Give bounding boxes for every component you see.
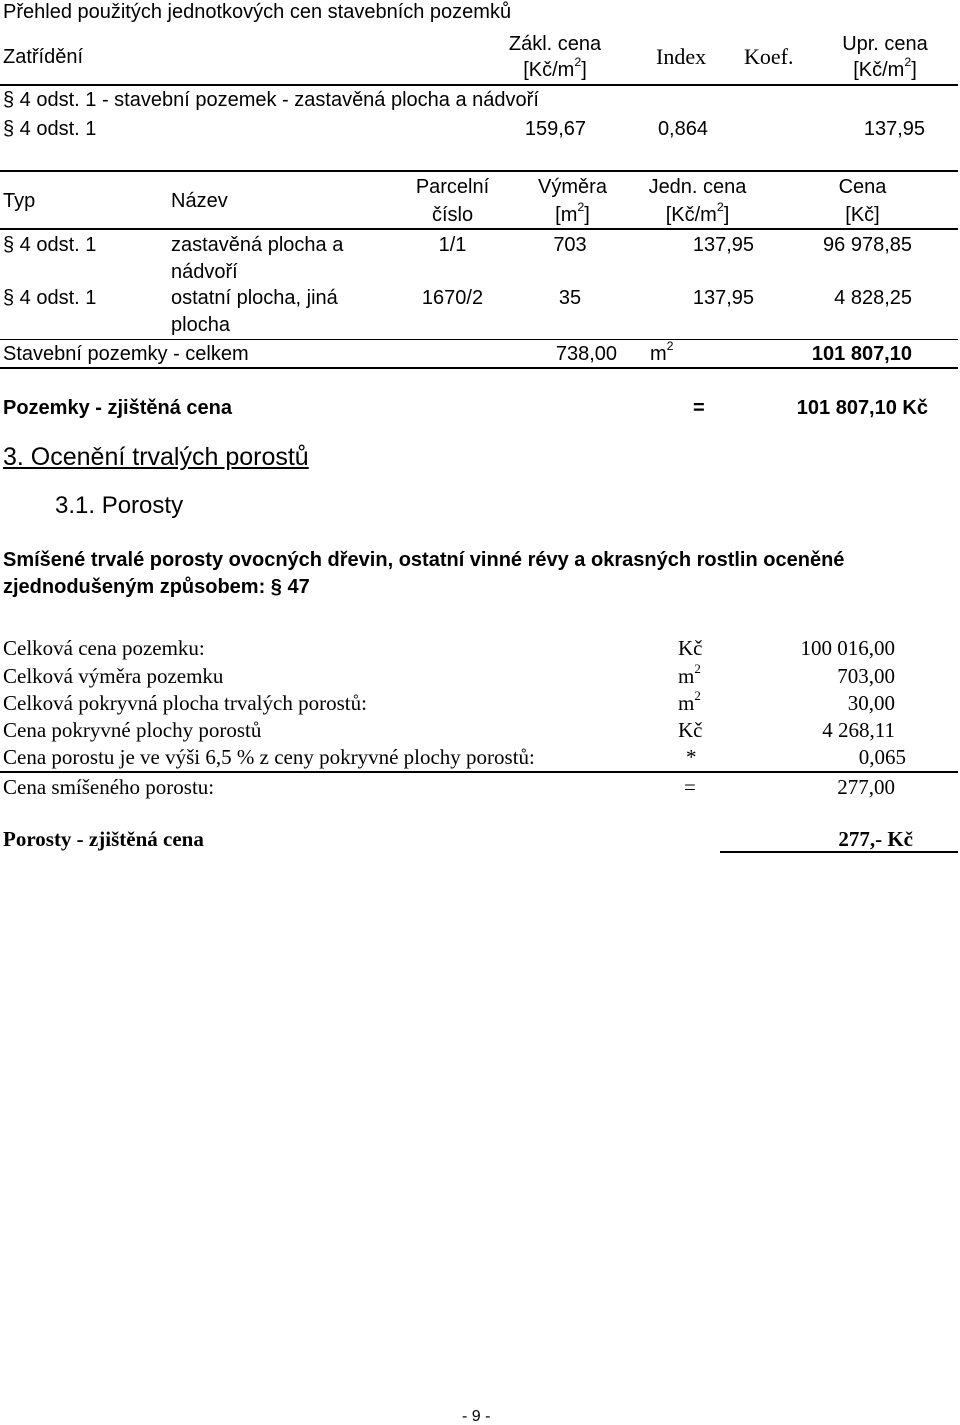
calc-value: 0,065 xyxy=(858,745,906,769)
table-row-unit-price: 137,95 xyxy=(692,234,754,256)
table-row-price: 4 828,25 xyxy=(834,287,912,309)
total-area-unit: $m^2$ xyxy=(650,339,674,365)
header-type: Typ xyxy=(3,190,36,212)
mixed-result-label: Cena smíšeného porostu: xyxy=(3,775,215,799)
header-parcel-number: Parcelní číslo xyxy=(415,176,490,226)
total-label: Stavební pozemky - celkem xyxy=(3,343,249,365)
header-classification: Zatřídění xyxy=(3,46,84,68)
total-price: 101 807,10 xyxy=(811,343,912,365)
page-title: Přehled použitých jednotkových cen stavebních pozemků xyxy=(3,1,512,23)
parcels-total-rule xyxy=(0,339,958,340)
header-coef: Koef. xyxy=(744,44,794,69)
land-result-equals: = xyxy=(693,397,705,419)
calc-label: Celková cena pozemku: xyxy=(3,636,205,660)
table-row-name-cont: plocha xyxy=(171,314,230,336)
calc-unit: $m^2$ xyxy=(678,661,701,688)
vegetation-result-underline xyxy=(720,851,958,853)
vegetation-description-cont: zjednodušeným způsobem: § 47 xyxy=(3,576,310,598)
calc-value: 4 268,11 xyxy=(822,718,895,742)
table-row-name-cont: nádvoří xyxy=(171,261,238,283)
header-area: Výměra $[m^2]$ xyxy=(538,176,607,226)
unit-price-row-base: 159,67 xyxy=(524,118,586,140)
calc-label: Cena pokryvné plochy porostů xyxy=(3,718,262,742)
parcels-header-rule xyxy=(0,228,958,230)
vegetation-result-label: Porosty - zjištěná cena xyxy=(3,827,204,851)
header-unit-price: Jedn. cena $[Kč/m^2]$ xyxy=(648,176,747,226)
mixed-result-equals: = xyxy=(684,775,696,799)
calc-value: 703,00 xyxy=(837,664,895,688)
calc-label: Cena porostu je ve výši 6,5 % z ceny pokryvné plochy porostů: xyxy=(3,745,535,769)
calc-unit: $m^2$ xyxy=(678,688,701,715)
header-index: Index xyxy=(656,44,707,69)
parcels-bottom-rule xyxy=(0,367,958,369)
calc-unit: * xyxy=(686,745,697,769)
calc-value: 30,00 xyxy=(847,691,895,715)
calc-unit: Kč xyxy=(678,718,703,742)
section-heading: 3. Ocenění trvalých porostů xyxy=(3,443,309,471)
unit-price-row-classification: § 4 odst. 1 xyxy=(3,118,97,140)
table-row-parcel-number: 1670/2 xyxy=(421,287,484,309)
page-number: - 9 - xyxy=(462,1408,491,1425)
table-row-name: zastavěná plocha a xyxy=(171,234,344,256)
table-row-type: § 4 odst. 1 xyxy=(3,287,97,309)
header-price: Cena [Kč] xyxy=(838,176,887,226)
table-row-area: 35 xyxy=(558,287,582,309)
table-row-parcel-number: 1/1 xyxy=(438,234,467,256)
unit-price-row-adjusted: 137,95 xyxy=(863,118,925,140)
table-row-price: 96 978,85 xyxy=(823,234,912,256)
land-result-value: 101 807,10 Kč xyxy=(796,397,928,419)
table-row-name: ostatní plocha, jiná xyxy=(171,287,338,309)
vegetation-result-value: 277,- Kč xyxy=(838,827,913,851)
unit-price-row-index: 0,864 xyxy=(657,118,708,140)
mixed-result-value: 277,00 xyxy=(837,775,895,799)
header-base-price: Zákl. cena $[Kč/m^2]$ xyxy=(508,33,602,81)
header-adjusted-price: Upr. cena $[Kč/m^2]$ xyxy=(842,33,928,81)
land-result-label: Pozemky - zjištěná cena xyxy=(3,397,232,419)
calc-rule xyxy=(0,771,958,773)
table-row-unit-price: 137,95 xyxy=(692,287,754,309)
calc-unit: Kč xyxy=(678,636,703,660)
table-row-area: 703 xyxy=(553,234,587,256)
vegetation-description: Smíšené trvalé porosty ovocných dřevin, ostatní vinné révy a okrasných rostlin oceněné xyxy=(3,549,845,571)
parcels-top-rule xyxy=(0,170,958,172)
calc-label: Celková výměra pozemku xyxy=(3,664,224,688)
calc-label: Celková pokryvná plocha trvalých porostů: xyxy=(3,691,367,715)
table-row-type: § 4 odst. 1 xyxy=(3,234,97,256)
total-area: 738,00 xyxy=(555,343,617,365)
unit-price-group-label: § 4 odst. 1 - stavební pozemek - zastavěná plocha a nádvoří xyxy=(3,89,539,111)
calc-value: 100 016,00 xyxy=(800,636,895,660)
subsection-heading: 3.1. Porosty xyxy=(55,492,184,519)
header-name: Název xyxy=(171,190,228,212)
header-rule xyxy=(0,84,958,86)
